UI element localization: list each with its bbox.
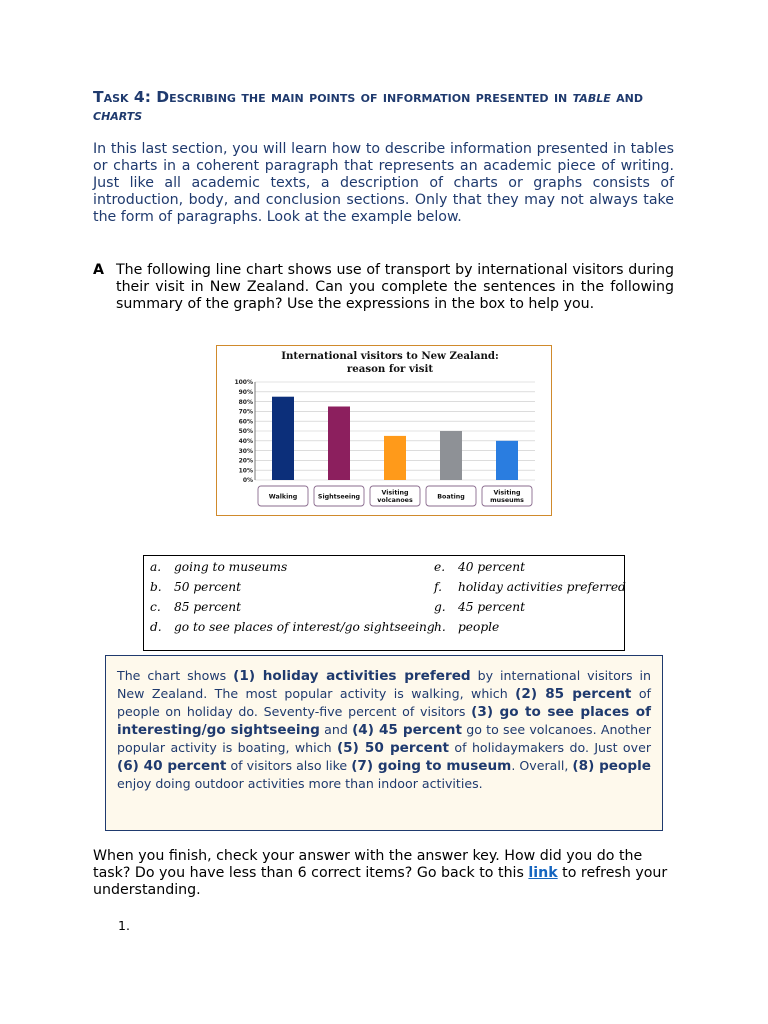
expression-h: h. people bbox=[434, 620, 500, 634]
expression-g: g. 45 percent bbox=[434, 600, 526, 614]
y-tick-label: 60% bbox=[238, 418, 253, 426]
category-label: museums bbox=[490, 497, 524, 504]
answer-4: (4) 45 percent bbox=[352, 722, 462, 738]
y-tick-label: 0% bbox=[242, 477, 253, 485]
expression-a: a. going to museums bbox=[150, 560, 288, 574]
y-tick-label: 70% bbox=[238, 408, 253, 416]
answer-7: (7) going to museum bbox=[351, 758, 512, 774]
task-title-table: table bbox=[572, 88, 611, 106]
y-tick-label: 20% bbox=[238, 457, 253, 465]
section-a-instructions: The following line chart shows use of transport by international visitors during their visit in New Zealand. Can you complete the sentences in the following summary of the graph? Use the expressions in the box to help you. bbox=[116, 262, 674, 312]
y-tick-label: 100% bbox=[234, 379, 253, 387]
expression-c: c. 85 percent bbox=[150, 600, 242, 614]
bar bbox=[496, 441, 518, 480]
y-tick-label: 30% bbox=[238, 447, 253, 455]
category-label: Visiting bbox=[493, 489, 521, 497]
category-label: Boating bbox=[437, 493, 465, 501]
bar bbox=[384, 436, 406, 480]
bar-chart bbox=[217, 346, 551, 515]
answer-3: (3) go to see places of interesting/go sightseeing bbox=[117, 704, 651, 738]
bar bbox=[328, 407, 350, 481]
intro-paragraph: In this last section, you will learn how to describe information presented in tables or charts in a coherent paragraph that represents an academic piece of writing. Just like all academic texts, a description of charts or graphs consists of introduction, body, and conclusion sections. Only that they may not always take the form of paragraphs. Look at the example below. bbox=[93, 141, 674, 225]
task-title bbox=[93, 88, 693, 124]
section-a bbox=[93, 262, 674, 313]
y-tick-label: 50% bbox=[238, 428, 253, 436]
x-axis-labels bbox=[258, 486, 532, 506]
category-label: volcanoes bbox=[377, 497, 413, 504]
answer-1: (1) holiday activities prefered bbox=[233, 668, 471, 684]
category-label: Visiting bbox=[381, 489, 409, 497]
section-a-letter: A bbox=[93, 262, 104, 278]
answer-2: (2) 85 percent bbox=[515, 686, 632, 702]
list-number: 1. bbox=[118, 918, 130, 933]
y-tick-label: 10% bbox=[238, 467, 253, 475]
y-tick-label: 80% bbox=[238, 398, 253, 406]
chart-title-line1: International visitors to New Zealand: bbox=[281, 350, 499, 362]
bar bbox=[272, 397, 294, 480]
chart-title-line2: reason for visit bbox=[346, 363, 434, 375]
chart-figure bbox=[216, 345, 552, 516]
answer-8: (8) people bbox=[572, 758, 651, 774]
answer-5: (5) 50 percent bbox=[336, 740, 450, 756]
summary-paragraph: The chart shows (1) holiday activities prefered by international visitors in New Zealand. The most popular activity is walking, which (2) 85 percent of people on holiday do. Seventy-five percent of visitors (3) go to see places of interesting/go sightseeing and (4) 45 percent go to see volcanoes. Another popular activity is boating, which (5) 50 percent of holidaymakers do. Just over (6) 40 percent of visitors also like (7) going to museum. Overall, (8) people enjoy doing outdoor activities more than indoor activities. bbox=[105, 655, 663, 831]
category-label: Sightseeing bbox=[317, 493, 361, 501]
task-title-charts: charts bbox=[93, 106, 143, 124]
expression-d: d. go to see places of interest/go sightseeing bbox=[150, 620, 435, 634]
answer-6: (6) 40 percent bbox=[117, 758, 227, 774]
expression-e: e. 40 percent bbox=[434, 560, 526, 574]
review-link[interactable]: link bbox=[528, 865, 558, 881]
category-label: Walking bbox=[268, 493, 298, 501]
expressions-box bbox=[143, 555, 625, 651]
expression-f: f. holiday activities preferred bbox=[434, 580, 626, 594]
expression-b: b. 50 percent bbox=[150, 580, 242, 594]
finish-paragraph: When you finish, check your answer with the answer key. How did you do the task? Do you have less than 6 correct items? Go back to this link to refresh your understanding. bbox=[93, 848, 668, 898]
chart-bars bbox=[272, 397, 518, 480]
y-tick-label: 40% bbox=[238, 438, 253, 445]
bar bbox=[440, 431, 462, 480]
task-title-and: and bbox=[616, 88, 643, 106]
y-axis-ticks bbox=[234, 379, 253, 484]
y-tick-label: 90% bbox=[238, 389, 253, 396]
task-title-main: Task 4: Describing the main points of information presented in bbox=[93, 88, 568, 106]
